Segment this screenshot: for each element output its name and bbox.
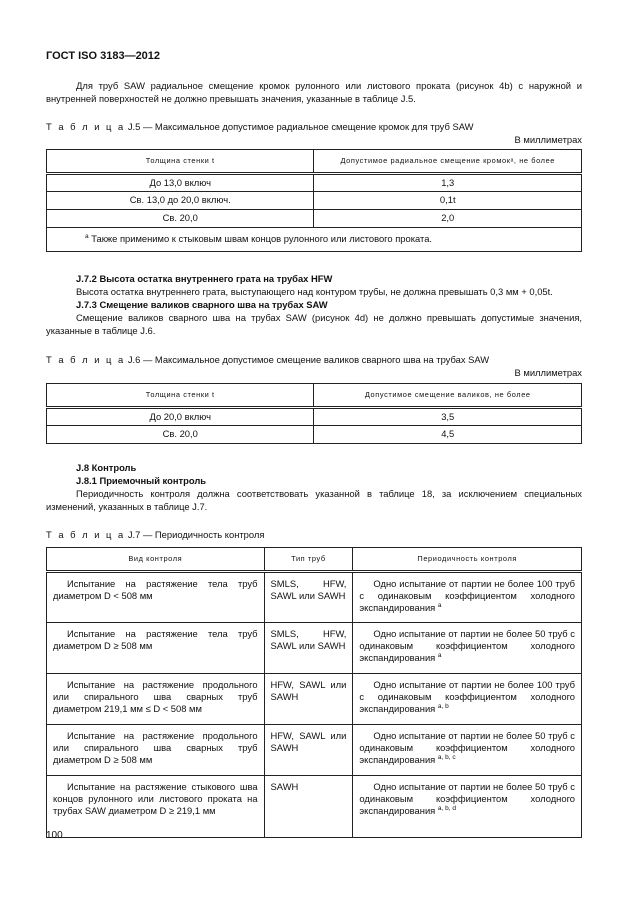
section-j72-text: Высота остатка внутреннего грата, выступающего над контуром трубы, не должна превышать 0,3 мм + 0,05t. [76, 286, 553, 297]
table-j7-cell-kind [47, 674, 265, 725]
table-j7-header-frequency: Периодичность контроля [353, 548, 582, 572]
table-j5-cell: 1,3 [314, 174, 582, 192]
table-j7-cell-frequency [353, 674, 582, 725]
table-j7-cell-kind [47, 572, 265, 623]
table-j5-units: В миллиметрах [514, 134, 582, 145]
table-j6-caption-text: J.6 — Максимальное допустимое смещение валиков сварного шва на трубах SAW [125, 354, 490, 365]
section-j73-title: J.7.3 Смещение валиков сварного шва на трубах SAW [76, 299, 328, 310]
table-j5-header-thickness: Толщина стенки t [47, 150, 314, 174]
footnote-ref: a, b [437, 702, 449, 710]
table-j7-cell-frequency [353, 725, 582, 776]
frequency-text: Одно испытание от партии не более 50 труб с одинаковым коэффициентом холодного экспандирования [359, 781, 575, 816]
section-j81-text: Периодичность контроля должна соответствовать указанной в таблице 18, за исключением специальных изменений, указанных в таблице J.7. [46, 488, 582, 512]
table-j7-header-type: Тип труб [264, 548, 353, 572]
frequency-text: Одно испытание от партии не более 50 труб с одинаковым коэффициентом холодного экспандирования [359, 628, 575, 663]
section-j8-title: J.8 Контроль [76, 462, 137, 473]
table-j5-cell: 0,1t [314, 192, 582, 210]
kind-text: Испытание на растяжение стыкового шва концов рулонного или листового проката на трубах SAW диаметром D ≥ 219,1 мм [53, 781, 258, 816]
table-j6-header-thickness: Толщина стенки t [47, 384, 314, 408]
kind-text: Испытание на растяжение тела труб диаметром D ≥ 508 мм [53, 628, 258, 651]
footnote-ref: a [437, 601, 442, 609]
table-j7-cell-frequency [353, 623, 582, 674]
table-j7-cell-kind [47, 623, 265, 674]
table-j7-header-kind: Вид контроля [47, 548, 265, 572]
footnote-text: Также применимо к стыковым швам концов рулонного или листового проката. [91, 233, 433, 245]
table-j5-caption-text: J.5 — Максимальное допустимое радиальное смещение кромок для труб SAW [125, 121, 474, 132]
footnote-ref: a [437, 651, 442, 659]
table-j7-cell-kind [47, 776, 265, 838]
table-j5-header-offset: Допустимое радиальное смещение кромокᵃ, не более [314, 150, 582, 174]
table-j7-cell-frequency [353, 572, 582, 623]
table-j7-cell-type: SMLS, HFW, SAWL или SAWH [264, 623, 353, 674]
table-j6-units: В миллиметрах [514, 367, 582, 378]
intro-paragraph: Для труб SAW радиальное смещение кромок рулонного или листового проката (рисунок 4b) с наружной и внутренней поверхностей не должно превышать значения, указанные в таблице J.5. [46, 80, 582, 104]
table-j7-caption-prefix: Т а б л и ц а [46, 529, 126, 540]
frequency-text: Одно испытание от партии не более 100 труб с одинаковым коэффициентом холодного экспандирования [359, 578, 575, 613]
table-j6-cell: Св. 20,0 [47, 426, 314, 444]
table-j6-cell: До 20,0 включ [47, 408, 314, 426]
kind-text: Испытание на растяжение тела труб диаметром D < 508 мм [53, 578, 258, 601]
table-j5-caption-prefix: Т а б л и ц а [46, 121, 126, 132]
table-j5-cell: Св. 13,0 до 20,0 включ. [47, 192, 314, 210]
kind-text: Испытание на растяжение продольного или спирального шва сварных труб диаметром 219,1 мм ≤ D < 508 мм [53, 679, 258, 714]
table-j7-cell-kind [47, 725, 265, 776]
table-j5-cell: Св. 20,0 [47, 210, 314, 228]
footnote-ref: a, b, d [437, 804, 456, 812]
section-j81-title: J.8.1 Приемочный контроль [76, 475, 207, 486]
table-j5-footnote [47, 228, 582, 252]
table-j6-cell: 4,5 [314, 426, 582, 444]
table-j7-cell-type: HFW, SAWL или SAWH [264, 674, 353, 725]
section-j72-title: J.7.2 Высота остатка внутреннего грата на трубах HFW [76, 273, 333, 284]
frequency-text: Одно испытание от партии не более 50 труб с одинаковым коэффициентом холодного экспандирования [359, 730, 575, 765]
table-j7-cell-type: HFW, SAWL или SAWH [264, 725, 353, 776]
frequency-text: Одно испытание от партии не более 100 труб с одинаковым коэффициентом холодного экспандирования [359, 679, 575, 714]
table-j5-cell: До 13,0 включ [47, 174, 314, 192]
section-j73-text: Смещение валиков сварного шва на трубах SAW (рисунок 4d) не должно превышать допустимые значения, указанные в таблице J.6. [46, 312, 582, 336]
footnote-ref: a, b, c [437, 753, 456, 761]
document-header: ГОСТ ISO 3183—2012 [46, 50, 161, 62]
table-j7-caption-text: J.7 — Периодичность контроля [125, 529, 265, 540]
table-j6 [46, 383, 582, 444]
table-j7-cell-frequency [353, 776, 582, 838]
table-j7-cell-type: SMLS, HFW, SAWL или SAWH [264, 572, 353, 623]
table-j7-caption [46, 529, 264, 542]
table-j5-caption [46, 121, 473, 134]
table-j7-cell-type: SAWH [264, 776, 353, 838]
table-j7 [46, 547, 582, 838]
kind-text: Испытание на растяжение продольного или спирального шва сварных труб диаметром D ≥ 508 мм [53, 730, 258, 765]
page-number: 100 [46, 830, 63, 841]
footnote-mark: a [85, 233, 89, 241]
table-j6-header-offset: Допустимое смещение валиков, не более [314, 384, 582, 408]
table-j6-cell: 3,5 [314, 408, 582, 426]
table-j6-caption [46, 354, 489, 367]
table-j5 [46, 149, 582, 252]
table-j6-caption-prefix: Т а б л и ц а [46, 354, 126, 365]
table-j5-cell: 2,0 [314, 210, 582, 228]
